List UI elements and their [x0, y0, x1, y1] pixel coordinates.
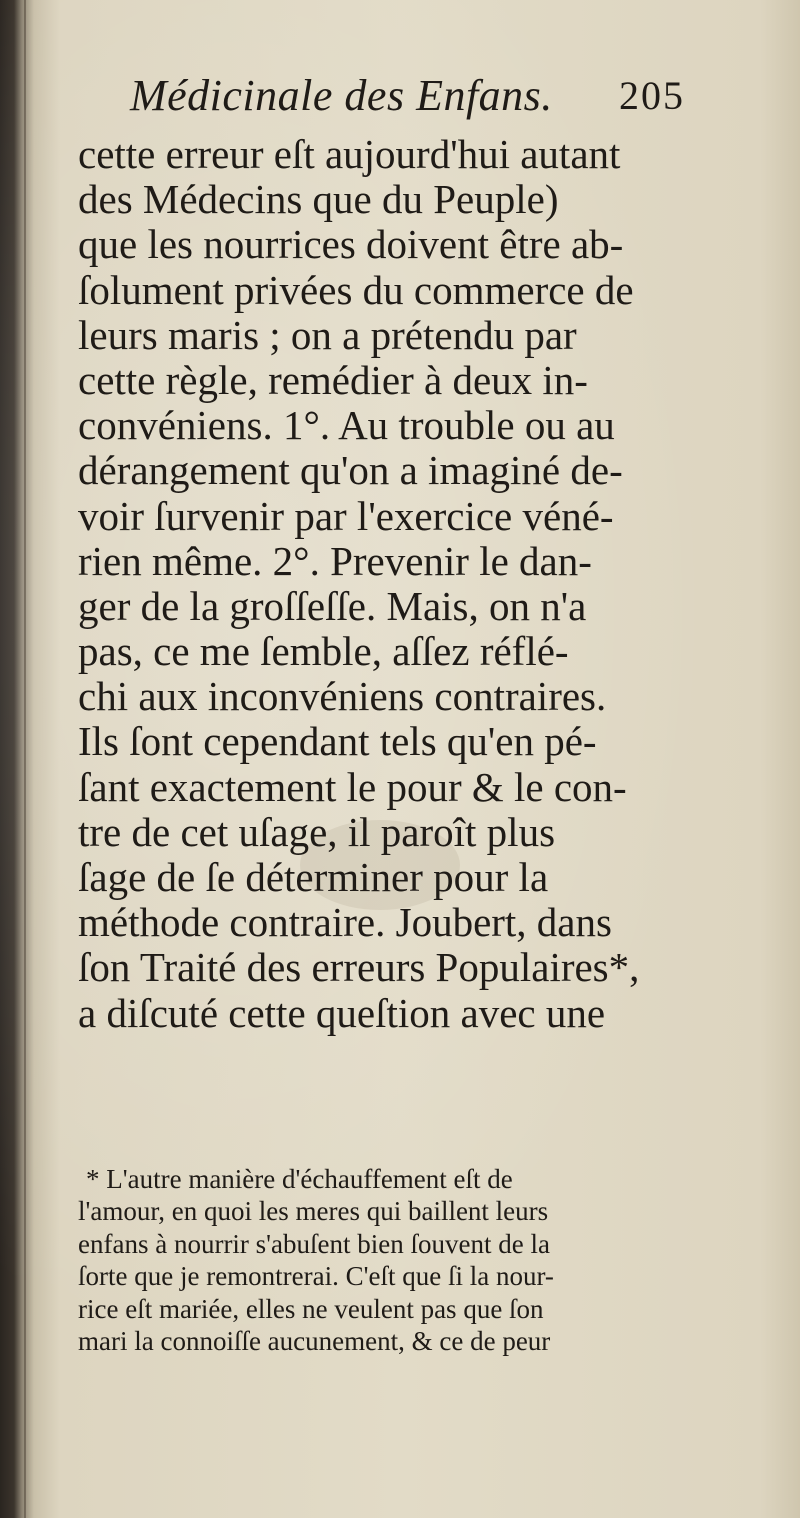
text-line: ſon Traité des erreurs Populaires*, — [78, 945, 640, 991]
text-line: cette erreur eſt aujourd'hui autant — [78, 132, 621, 177]
footnote-line: rice eſt mariée, elles ne veulent pas que ſon — [78, 1293, 544, 1324]
text-line: leurs maris ; on a prétendu par — [78, 312, 577, 358]
footnote-line: ſorte que je remontrerai. C'eſt que ſi la nour- — [78, 1261, 554, 1292]
page-number: 205 — [619, 73, 685, 118]
text-line: méthode contraire. Joubert, dans — [78, 900, 612, 946]
body-text — [78, 132, 678, 1036]
text-line: voir ſurvenir par l'exercice véné- — [78, 493, 614, 539]
text-line: des Médecins que du Peuple) — [78, 177, 559, 223]
text-line: ger de la groſſeſſe. Mais, on n'a — [78, 583, 587, 629]
footnote-line: * L'autre manière d'échauffement eſt de — [86, 1164, 513, 1194]
text-line: que les nourrices doivent être ab- — [78, 222, 624, 268]
text-line: tre de cet uſage, il paroît plus — [78, 809, 556, 855]
footnote-line: mari la connoiſſe aucunement, & ce de peur — [78, 1325, 551, 1356]
text-line: pas, ce me ſemble, aſſez réflé- — [78, 629, 569, 675]
text-line: ſage de ſe déterminer pour la — [78, 855, 549, 900]
binding-gutter — [24, 0, 26, 1518]
footnote — [78, 1163, 678, 1357]
text-line: ſant exactement le pour & le con- — [78, 764, 627, 810]
text-line: cette règle, remédier à deux in- — [78, 357, 588, 403]
footnote-line: l'amour, en quoi les meres qui baillent leurs — [78, 1196, 549, 1227]
text-line: Ils ſont cependant tels qu'en pé- — [78, 719, 597, 765]
running-head: Médicinale des Enfans. — [130, 71, 553, 120]
text-line: dérangement qu'on a imaginé de- — [78, 448, 623, 494]
footnote-line: enfans à nourrir s'abuſent bien ſouvent de la — [78, 1228, 550, 1259]
text-line: rien même. 2°. Prevenir le dan- — [78, 538, 592, 584]
text-line: chi aux inconvéniens contraires. — [78, 674, 607, 720]
text-line: convéniens. 1°. Au trouble ou au — [78, 403, 615, 449]
text-line: a diſcuté cette queſtion avec une — [78, 990, 606, 1036]
page-header — [130, 70, 685, 130]
text-line: ſolument privées du commerce de — [78, 267, 634, 313]
